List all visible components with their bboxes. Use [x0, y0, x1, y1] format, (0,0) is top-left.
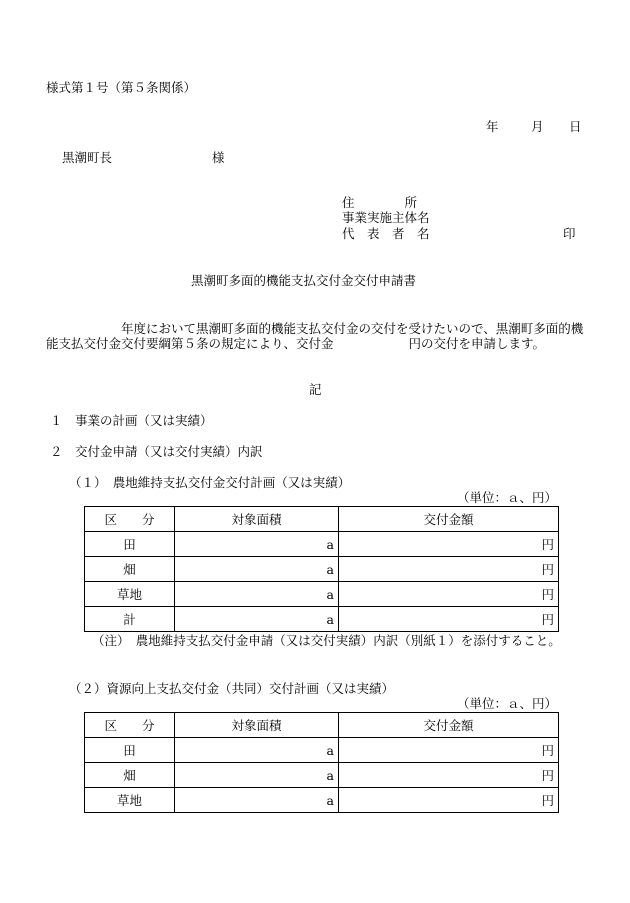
area-cell[interactable]: a	[175, 738, 339, 763]
header-amount: 交付金額	[339, 507, 559, 532]
seal-mark: 印	[563, 226, 576, 241]
amount-cell[interactable]: 円	[339, 557, 559, 582]
item-2: ２ 交付金申請（又は交付実績）内訳	[50, 444, 263, 459]
row-label: 草地	[85, 582, 175, 607]
table-row	[85, 557, 559, 582]
header-category: 区 分	[85, 507, 175, 532]
area-cell[interactable]: a	[175, 788, 339, 813]
area-cell[interactable]: a	[175, 607, 339, 632]
header-category: 区 分	[85, 713, 175, 738]
area-cell[interactable]: a	[175, 557, 339, 582]
date-day: 日	[569, 119, 582, 134]
amount-cell[interactable]: 円	[339, 763, 559, 788]
table-row	[85, 788, 559, 813]
amount-cell[interactable]: 円	[339, 788, 559, 813]
body-paragraph: 年度において黒潮町多面的機能支払交付金の交付を受けたいので、黒潮町多面的機能支払交付金交付要綱第５条の規定により、交付金 円の交付を申請します。	[46, 321, 584, 351]
section1-heading: （１） 農地維持支払交付金交付計画（又は実績）	[69, 475, 351, 490]
section1-table	[84, 506, 559, 632]
amount-cell[interactable]: 円	[339, 738, 559, 763]
table-row	[85, 738, 559, 763]
section1-note: （注） 農地維持支払交付金申請（又は交付実績）内訳（別紙１）を添付すること。	[92, 633, 561, 648]
address-label: 住 所	[342, 195, 418, 210]
area-cell[interactable]: a	[175, 532, 339, 557]
ki-marker: 記	[309, 382, 322, 397]
section2-heading: （２）資源向上支払交付金（共同）交付計画（又は実績）	[69, 681, 395, 696]
header-area: 対象面積	[175, 507, 339, 532]
amount-cell[interactable]: 円	[339, 532, 559, 557]
addressee-honorific: 様	[212, 150, 225, 165]
entity-label: 事業実施主体名	[342, 210, 430, 225]
header-area: 対象面積	[175, 713, 339, 738]
date-month: 月	[531, 119, 544, 134]
section1-unit: （単位：ａ、円）	[457, 490, 558, 505]
table-header-row	[85, 507, 559, 532]
representative-label: 代 表 者 名	[342, 226, 430, 241]
table-row	[85, 763, 559, 788]
row-label: 田	[85, 532, 175, 557]
section2-table	[84, 712, 559, 813]
amount-cell[interactable]: 円	[339, 582, 559, 607]
header-amount: 交付金額	[339, 713, 559, 738]
amount-cell[interactable]: 円	[339, 607, 559, 632]
form-number: 様式第１号（第５条関係）	[46, 80, 197, 95]
row-label: 田	[85, 738, 175, 763]
area-cell[interactable]: a	[175, 582, 339, 607]
row-label: 草地	[85, 788, 175, 813]
section2-unit: （単位：ａ、円）	[457, 696, 558, 711]
row-label: 畑	[85, 763, 175, 788]
date-year: 年	[486, 119, 499, 134]
area-cell[interactable]: a	[175, 763, 339, 788]
table-row	[85, 607, 559, 632]
item-1: １ 事業の計画（又は実績）	[50, 413, 213, 428]
table-row	[85, 532, 559, 557]
row-label: 計	[85, 607, 175, 632]
table-row	[85, 582, 559, 607]
table-header-row	[85, 713, 559, 738]
addressee-name: 黒潮町長	[62, 150, 113, 165]
row-label: 畑	[85, 557, 175, 582]
document-title: 黒潮町多面的機能支払交付金交付申請書	[191, 273, 417, 288]
